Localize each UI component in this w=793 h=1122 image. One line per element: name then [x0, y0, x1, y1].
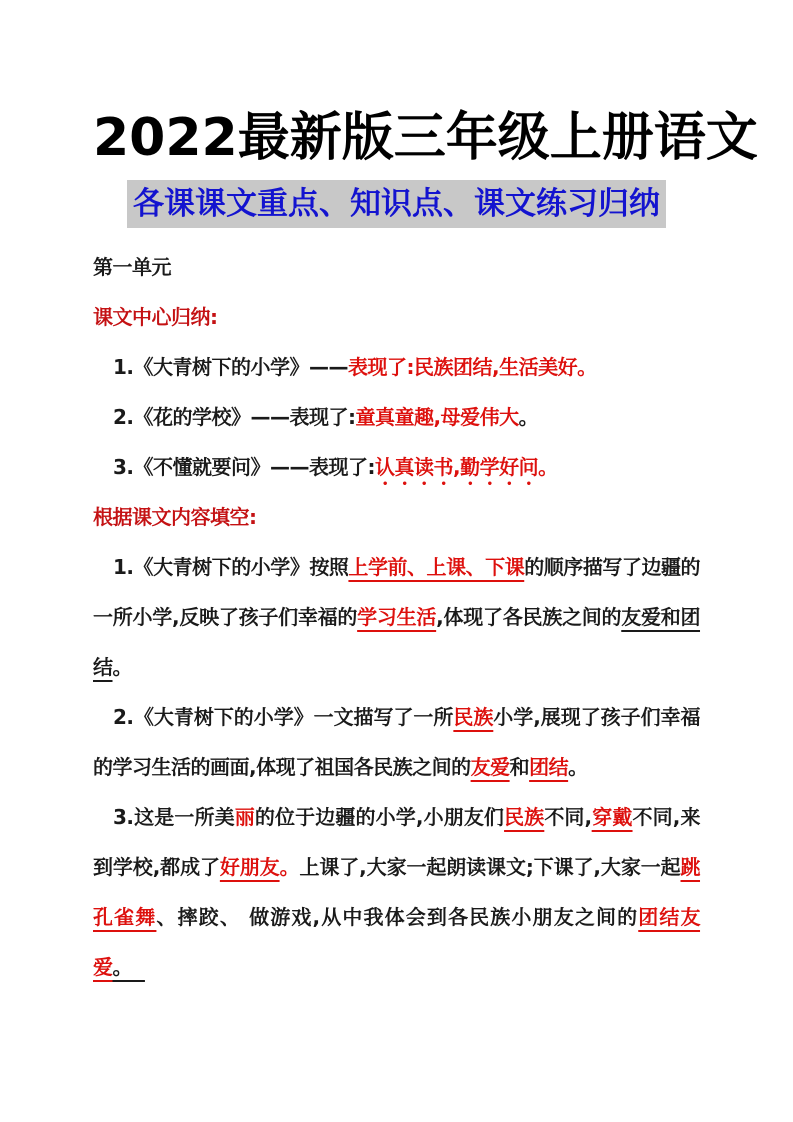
text-segment: 。	[112, 655, 132, 679]
text-segment: 友爱和团结	[93, 605, 701, 679]
fill-item-3	[93, 792, 700, 992]
section-heading-fill-blanks	[93, 492, 700, 542]
text-segment: 的顺序描写了边疆的一所小学,反映了孩子们幸福的	[93, 555, 701, 629]
fill-item-2	[93, 692, 700, 792]
text-segment: 上学前、上课、下课	[348, 555, 525, 579]
text-segment: 、摔跤、 做游戏,从中我体会到各民族小朋友之间的	[156, 905, 639, 929]
text-segment: 跳孔雀舞	[93, 855, 701, 929]
section-heading-central-idea	[93, 292, 700, 342]
summary-item-1	[93, 342, 700, 392]
text-segment: 2.《花的学校》——表现了:	[113, 405, 356, 429]
text-segment: 和	[509, 755, 530, 779]
text-segment: 童真童趣,母爱伟大	[355, 405, 519, 429]
text-segment: 的位于边疆的小学,小朋友们	[254, 805, 505, 829]
summary-item-2	[93, 392, 700, 442]
unit-heading	[93, 242, 700, 292]
text-segment: 不同,	[544, 805, 592, 829]
summary-item-3	[93, 442, 700, 492]
text-segment: 学习生活	[357, 605, 437, 629]
text-segment: 第一单元	[93, 255, 171, 279]
text-segment: 2.《大青树下的小学》一文描写了一所	[113, 705, 454, 729]
text-segment: 3.《不懂就要问》——表现了:	[113, 455, 376, 479]
text-segment: 团结友爱	[93, 905, 701, 979]
text-segment: 认真读书,勤学好问。	[375, 455, 558, 479]
text-segment: ,体现了各民族之间的	[436, 605, 622, 629]
text-segment: 穿戴	[591, 805, 633, 829]
subtitle-row	[93, 180, 700, 228]
text-segment: 1.《大青树下的小学》按照	[113, 555, 349, 579]
text-segment: 不同,来到学校,都成了	[93, 805, 700, 879]
text-segment: 课文中心归纳:	[93, 305, 218, 329]
text-segment: 1.《大青树下的小学》——	[113, 355, 349, 379]
text-segment: 。	[568, 755, 588, 779]
fill-item-1	[93, 542, 700, 692]
text-segment: 。	[112, 955, 145, 979]
text-segment: 友爱	[470, 755, 510, 779]
text-segment: 民族	[504, 805, 545, 829]
text-segment: 团结	[529, 755, 569, 779]
text-segment: 民族	[453, 705, 494, 729]
text-segment: 根据课文内容填空:	[93, 505, 257, 529]
text-segment: 上课了,大家一起朗读课文;下课了,大家一起	[299, 855, 681, 879]
text-segment: 。	[518, 405, 539, 429]
text-segment: 好朋友	[219, 855, 280, 879]
subtitle-highlight: 各课课文重点、知识点、课文练习归纳	[127, 180, 666, 228]
text-segment: 丽	[234, 805, 255, 829]
text-segment: 小学,展现了孩子们幸福的学习生活的画面,体现了祖国各民族之间的	[93, 705, 701, 779]
document-title: 2022最新版三年级上册语文	[93, 108, 758, 168]
text-segment: 。	[279, 855, 300, 879]
document-body	[93, 242, 700, 992]
text-segment: 表现了:民族团结,生活美好。	[348, 355, 597, 379]
text-segment: 3.这是一所美	[113, 805, 235, 829]
